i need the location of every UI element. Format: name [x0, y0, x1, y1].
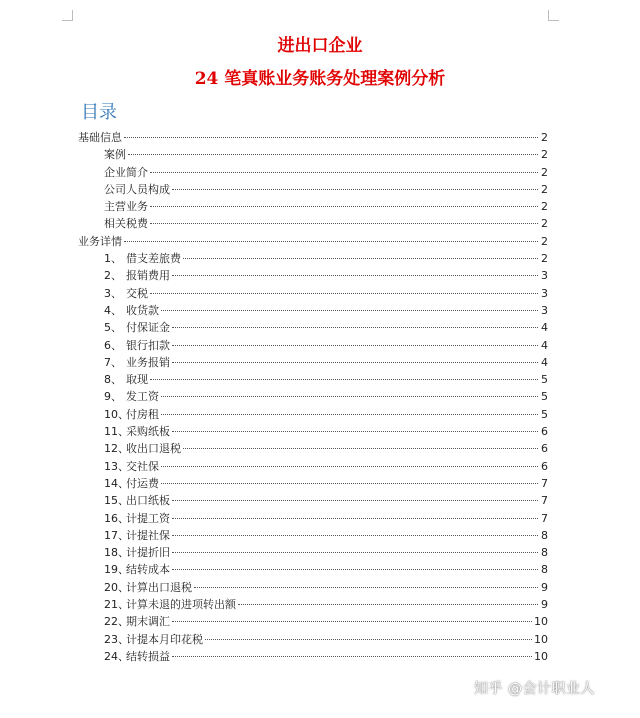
toc-entry-text: 付保证金	[126, 321, 170, 335]
toc-page-number: 5	[541, 407, 548, 421]
toc-entry-label	[104, 475, 159, 492]
toc-entry[interactable]	[78, 648, 548, 665]
toc-leader-dots	[150, 293, 538, 294]
toc-entry-label	[104, 648, 170, 665]
toc-entry-label	[104, 613, 170, 630]
toc-leader-dots	[172, 500, 538, 501]
toc-leader-dots	[172, 362, 538, 363]
toc-entry[interactable]	[78, 440, 548, 457]
toc-page-number: 6	[541, 459, 548, 473]
toc-leader-dots	[205, 639, 532, 640]
toc-leader-dots	[172, 569, 538, 570]
toc-entry-number: 17、	[104, 528, 129, 542]
document-subtitle: 24 笔真账业务账务处理案例分析	[194, 69, 446, 89]
toc-entry-label	[104, 302, 159, 319]
toc-page-number: 2	[541, 131, 548, 144]
toc-page-number: 2	[541, 148, 548, 162]
toc-entry-label	[104, 510, 170, 527]
toc-page-number: 7	[541, 494, 548, 508]
toc-page-number: 3	[541, 303, 548, 317]
toc-leader-dots	[172, 275, 538, 276]
toc-leader-dots	[124, 241, 538, 242]
toc-entry[interactable]	[78, 337, 548, 354]
toc-entry-label	[104, 319, 170, 336]
toc-entry-text: 计提本月印花税	[126, 632, 203, 646]
toc-entry[interactable]	[78, 579, 548, 596]
toc-entry-number: 2、	[104, 269, 122, 283]
toc-entry[interactable]	[78, 285, 548, 302]
toc-entry-text: 相关税费	[104, 217, 148, 231]
toc-entry-label	[104, 423, 170, 440]
toc-entry-number: 7、	[104, 355, 122, 369]
toc-page-number: 5	[541, 390, 548, 404]
toc-entry-text: 交税	[126, 286, 148, 300]
toc-entry-label	[104, 388, 159, 405]
toc-page-number: 2	[541, 200, 548, 214]
toc-entry-text: 结转成本	[126, 563, 170, 577]
toc-entry-number: 21、	[104, 598, 129, 612]
toc-entry[interactable]	[78, 561, 548, 578]
toc-leader-dots	[172, 345, 538, 346]
toc-entry-label	[104, 544, 170, 561]
toc-leader-dots	[161, 483, 538, 484]
toc-entry-number: 8、	[104, 373, 122, 387]
toc-entry-text: 计算出口退税	[126, 580, 192, 594]
table-of-contents	[78, 129, 548, 665]
toc-entry-number: 14、	[104, 476, 129, 490]
toc-leader-dots	[128, 154, 538, 155]
toc-entry-text: 业务详情	[78, 234, 122, 248]
toc-entry-label	[104, 406, 159, 423]
toc-entry-label	[104, 164, 148, 181]
toc-page-number: 4	[541, 321, 548, 335]
toc-entry-label	[104, 267, 170, 284]
toc-entry-text: 借支差旅费	[126, 252, 181, 266]
toc-page-number: 8	[541, 528, 548, 542]
toc-page-number: 6	[541, 442, 548, 456]
toc-entry-text: 案例	[104, 148, 126, 162]
toc-leader-dots	[172, 535, 538, 536]
toc-page-number: 2	[541, 217, 548, 231]
toc-entry[interactable]	[78, 129, 548, 146]
toc-entry-text: 采购纸板	[126, 425, 170, 439]
toc-entry-text: 交社保	[126, 459, 159, 473]
document-title: 进出口企业	[277, 36, 363, 56]
toc-entry-number: 11、	[104, 425, 129, 439]
toc-entry-number: 4、	[104, 303, 122, 317]
toc-leader-dots	[172, 621, 532, 622]
toc-leader-dots	[172, 189, 538, 190]
toc-entry-text: 主营业务	[104, 200, 148, 214]
toc-entry[interactable]	[78, 371, 548, 388]
toc-entry-number: 22、	[104, 615, 129, 629]
toc-entry-label	[104, 146, 126, 163]
toc-entry[interactable]	[78, 302, 548, 319]
toc-page-number: 10	[534, 649, 548, 663]
toc-entry-number: 23、	[104, 632, 129, 646]
toc-entry[interactable]	[78, 475, 548, 492]
toc-entry[interactable]	[78, 631, 548, 648]
toc-entry-label	[104, 250, 181, 267]
toc-entry[interactable]	[78, 388, 548, 405]
toc-entry-number: 6、	[104, 338, 122, 352]
toc-page-number: 9	[541, 580, 548, 594]
toc-entry[interactable]	[78, 181, 548, 198]
toc-entry-label	[104, 337, 170, 354]
toc-page-number: 10	[534, 615, 548, 629]
toc-entry-number: 12、	[104, 442, 129, 456]
toc-entry-text: 企业简介	[104, 165, 148, 179]
toc-leader-dots	[161, 414, 538, 415]
toc-entry-text: 取现	[126, 373, 148, 387]
toc-entry[interactable]	[78, 354, 548, 371]
toc-page-number: 3	[541, 286, 548, 300]
toc-entry-number: 5、	[104, 321, 122, 335]
toc-entry-text: 业务报销	[126, 355, 170, 369]
toc-page-number: 4	[541, 338, 548, 352]
toc-entry-label	[104, 440, 181, 457]
toc-entry[interactable]	[78, 319, 548, 336]
toc-entry-label	[104, 371, 148, 388]
toc-leader-dots	[238, 604, 538, 605]
toc-entry-label	[78, 129, 122, 146]
toc-entry-text: 付运费	[126, 476, 159, 490]
toc-entry[interactable]	[78, 233, 548, 250]
toc-leader-dots	[150, 206, 538, 207]
toc-entry-number: 18、	[104, 546, 129, 560]
toc-page-number: 8	[541, 563, 548, 577]
toc-entry-text: 基础信息	[78, 131, 122, 144]
toc-page-number: 7	[541, 476, 548, 490]
toc-leader-dots	[183, 258, 538, 259]
toc-entry-number: 19、	[104, 563, 129, 577]
toc-leader-dots	[150, 379, 538, 380]
toc-entry-label	[104, 181, 170, 198]
watermark: 知乎 @会计职业人	[474, 681, 595, 697]
toc-page-number: 8	[541, 546, 548, 560]
toc-entry[interactable]	[78, 198, 548, 215]
toc-entry-text: 计提折旧	[126, 546, 170, 560]
toc-entry[interactable]	[78, 250, 548, 267]
toc-entry-text: 银行扣款	[126, 338, 170, 352]
toc-entry[interactable]	[78, 267, 548, 284]
toc-entry-number: 24、	[104, 649, 129, 663]
toc-leader-dots	[172, 518, 538, 519]
toc-entry[interactable]	[78, 423, 548, 440]
toc-page-number: 7	[541, 511, 548, 525]
toc-heading: 目录	[81, 102, 117, 123]
toc-entry-text: 付房租	[126, 407, 159, 421]
toc-entry-label	[104, 579, 192, 596]
toc-page-number: 2	[541, 252, 548, 266]
toc-leader-dots	[150, 223, 538, 224]
toc-leader-dots	[194, 587, 538, 588]
toc-leader-dots	[161, 466, 538, 467]
toc-page-number: 9	[541, 598, 548, 612]
toc-entry-label	[104, 527, 170, 544]
toc-entry-text: 收出口退税	[126, 442, 181, 456]
toc-entry-label	[104, 492, 170, 509]
toc-entry-number: 10、	[104, 407, 129, 421]
toc-entry[interactable]	[78, 146, 548, 163]
toc-page-number: 2	[541, 165, 548, 179]
toc-entry-number: 20、	[104, 580, 129, 594]
toc-entry-label	[104, 215, 148, 232]
toc-entry-number: 1、	[104, 252, 122, 266]
toc-entry-number: 3、	[104, 286, 122, 300]
toc-entry[interactable]	[78, 215, 548, 232]
toc-leader-dots	[172, 327, 538, 328]
toc-entry[interactable]	[78, 406, 548, 423]
toc-entry-label	[104, 354, 170, 371]
toc-leader-dots	[172, 552, 538, 553]
toc-entry-text: 结转损益	[126, 649, 170, 663]
toc-entry-number: 9、	[104, 390, 122, 404]
toc-entry-text: 收货款	[126, 303, 159, 317]
toc-page-number: 6	[541, 425, 548, 439]
page-corner-mark-right	[548, 10, 559, 21]
toc-entry-label	[78, 233, 122, 250]
toc-entry-text: 公司人员构成	[104, 182, 170, 196]
toc-entry-label	[104, 285, 148, 302]
toc-entry[interactable]	[78, 510, 548, 527]
toc-leader-dots	[150, 172, 538, 173]
toc-page-number: 2	[541, 182, 548, 196]
toc-leader-dots	[172, 656, 532, 657]
toc-entry-text: 计提社保	[126, 528, 170, 542]
toc-page-number: 5	[541, 373, 548, 387]
toc-page-number: 3	[541, 269, 548, 283]
toc-entry-label	[104, 631, 203, 648]
toc-page-number: 2	[541, 234, 548, 248]
toc-entry-label	[104, 198, 148, 215]
toc-leader-dots	[172, 431, 538, 432]
toc-entry[interactable]	[78, 492, 548, 509]
toc-entry-text: 计算未退的进项转出额	[126, 598, 236, 612]
toc-entry-label	[104, 458, 159, 475]
toc-entry-text: 发工资	[126, 390, 159, 404]
toc-entry-text: 出口纸板	[126, 494, 170, 508]
toc-entry[interactable]	[78, 596, 548, 613]
toc-entry-text: 期末调汇	[126, 615, 170, 629]
toc-entry[interactable]	[78, 164, 548, 181]
toc-leader-dots	[161, 396, 538, 397]
toc-entry-number: 13、	[104, 459, 129, 473]
toc-page-number: 4	[541, 355, 548, 369]
toc-entry[interactable]	[78, 527, 548, 544]
toc-entry-text: 报销费用	[126, 269, 170, 283]
page-corner-mark-left	[62, 10, 73, 21]
toc-entry[interactable]	[78, 458, 548, 475]
toc-leader-dots	[183, 448, 538, 449]
toc-entry-text: 计提工资	[126, 511, 170, 525]
toc-entry[interactable]	[78, 613, 548, 630]
toc-page-number: 10	[534, 632, 548, 646]
toc-entry-label	[104, 596, 236, 613]
toc-entry-number: 16、	[104, 511, 129, 525]
toc-entry-label	[104, 561, 170, 578]
toc-leader-dots	[124, 137, 538, 138]
toc-entry-number: 15、	[104, 494, 129, 508]
toc-entry[interactable]	[78, 544, 548, 561]
toc-leader-dots	[161, 310, 538, 311]
